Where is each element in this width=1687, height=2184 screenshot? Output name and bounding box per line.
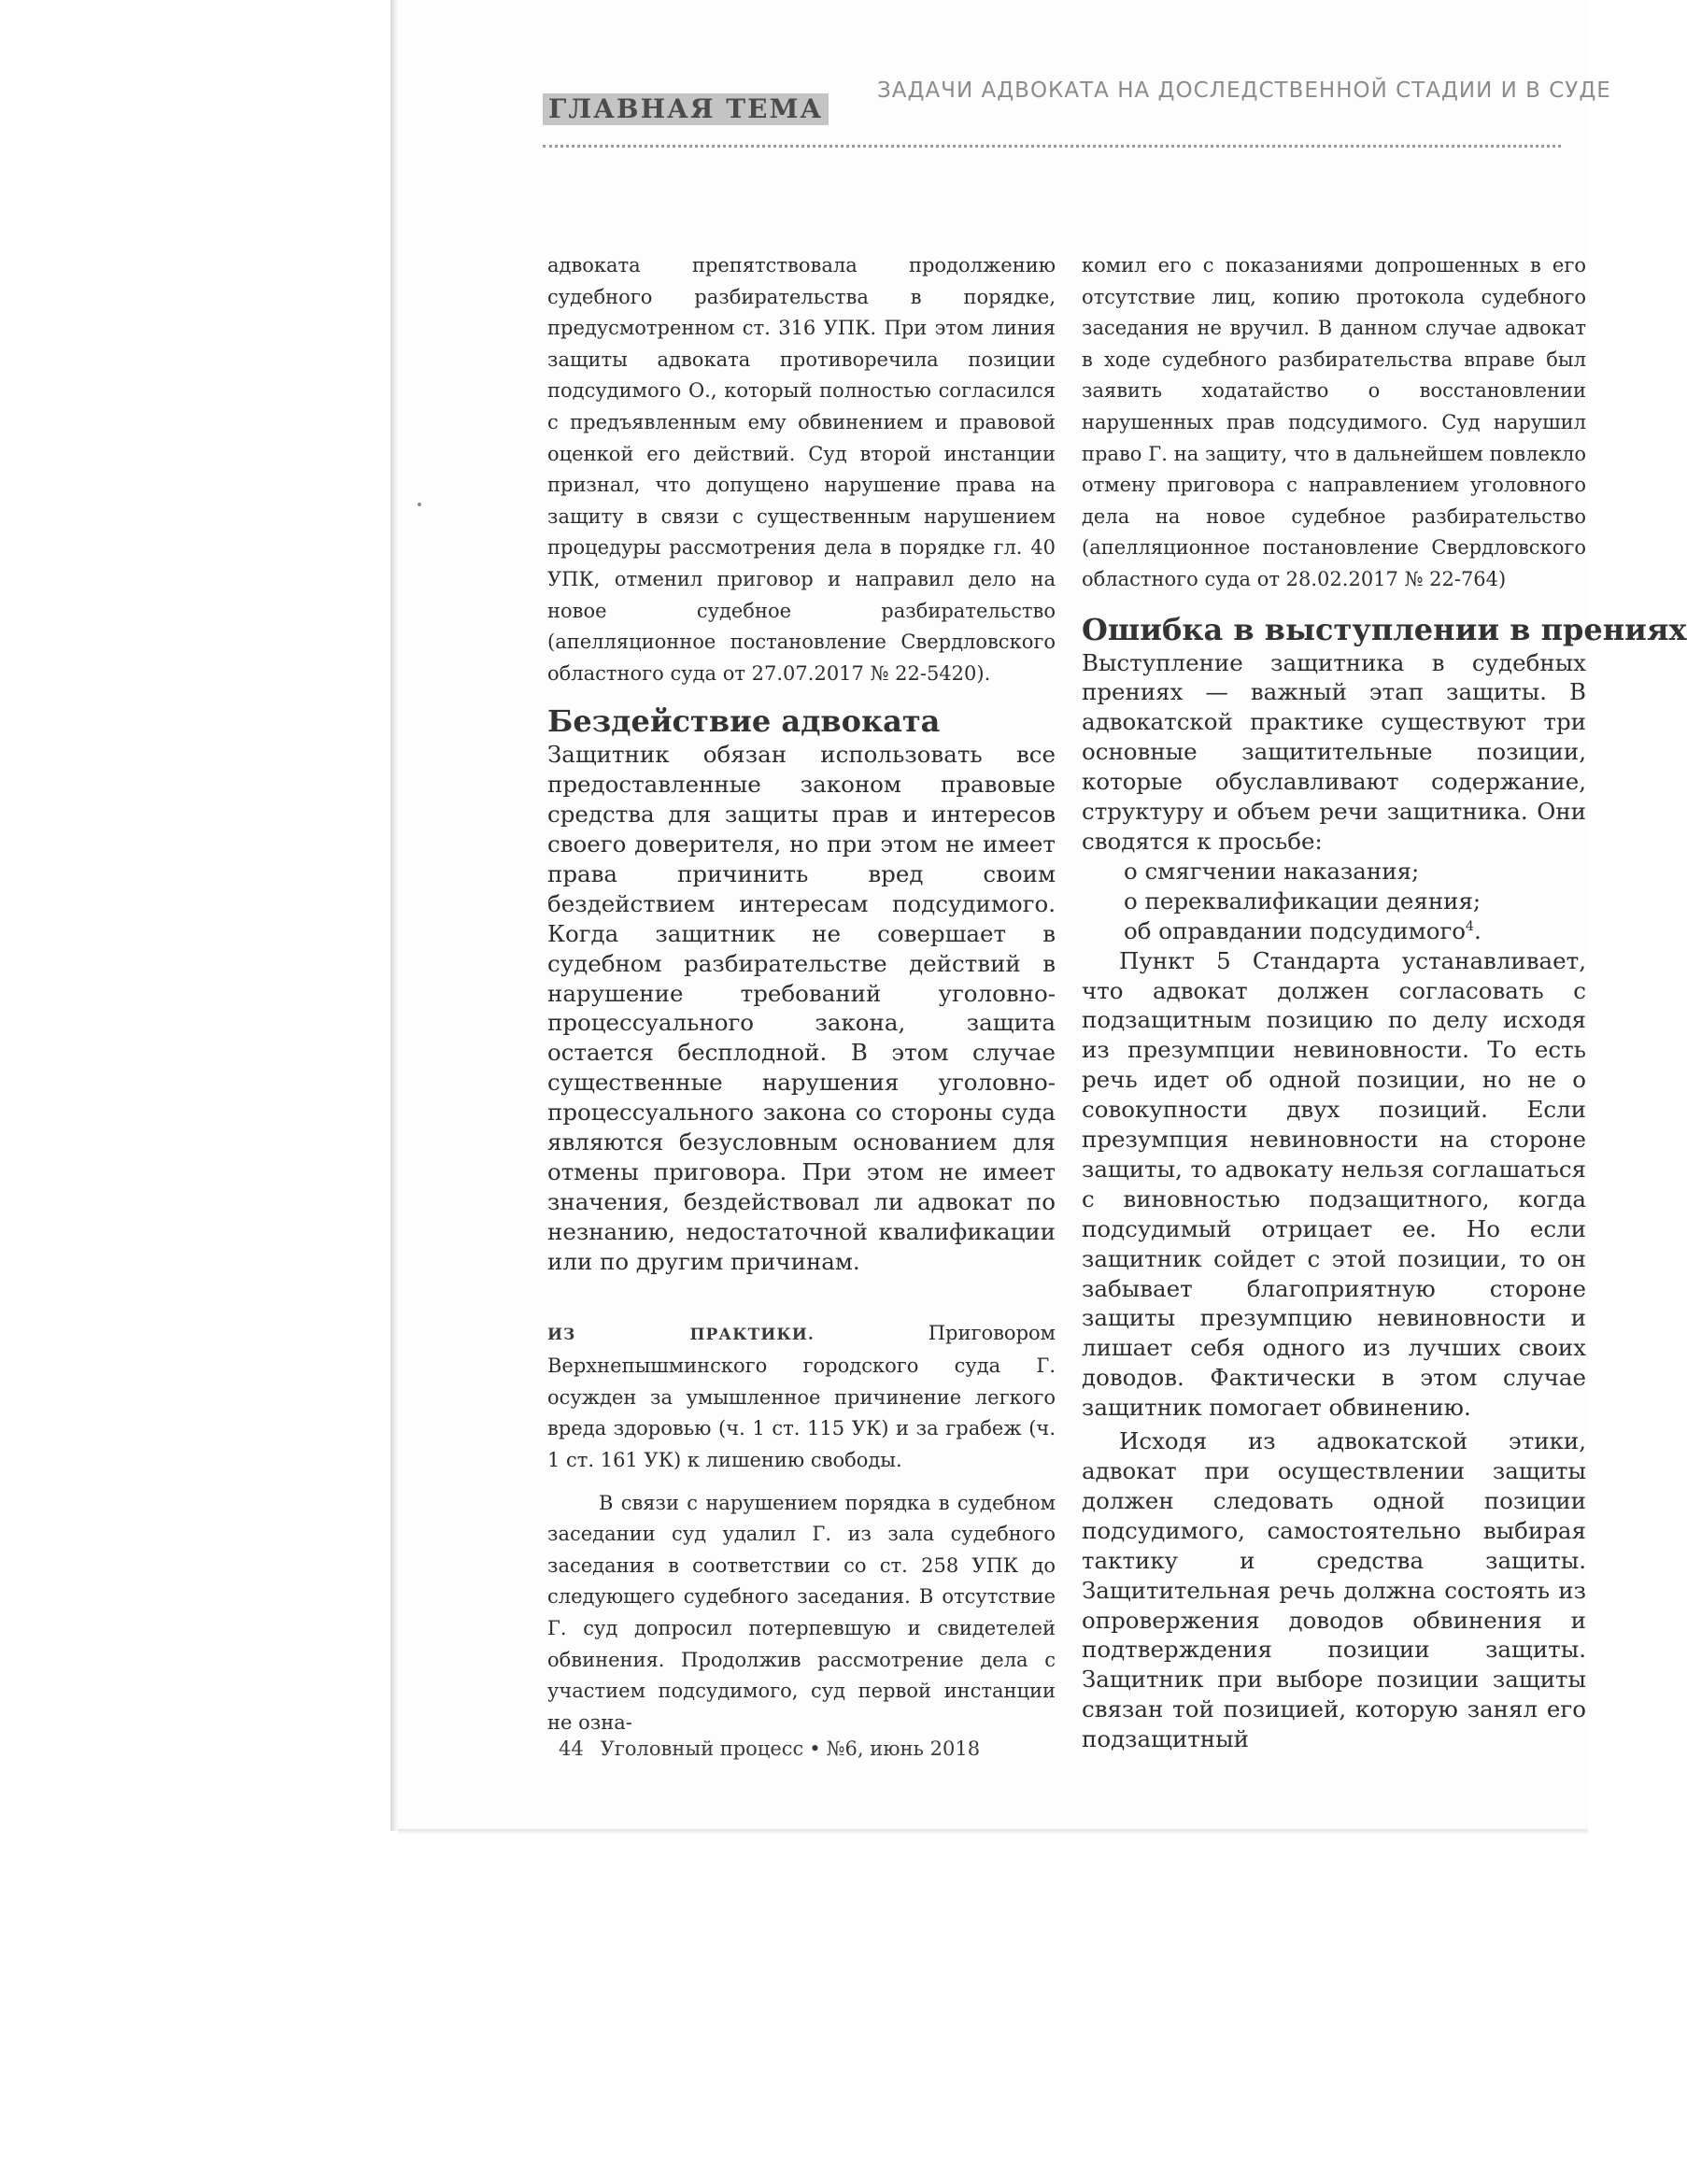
list-item: о смягчении наказания; [1124,857,1420,885]
page-number: 44 [559,1737,584,1760]
right-intro-paragraph: комил его с показаниями допрошенных в его отсутствие лиц, копию протокола судебного заседания не вручил. В данном случае адвокат в ходе судебного разбирательства вправе был заявить ходатайство о восстановлении нарушенных прав подсудимого. Суд нарушил право Г. на защиту, что в дальнейшем повлекло отмену приговора с направлением уголовного дела на новое судебное разбирательство (апелляционное постановление Свердловского областного суда от 28.02.2017 № 22-764) [1082,254,1586,590]
journal-name: Уголовный процесс [600,1737,804,1760]
practice-paragraph [547,1318,1056,1477]
closing-speech-body: Выступление защитника в судебных прениях — важный этап защиты. В адвокатской практике существуют три основные защитительные позиции, которые обуславливают содержание, структуру и объем речи защитника. Они сводятся к просьбе: [1082,648,1586,855]
right-column [1082,250,1687,1754]
page-footer [559,1737,980,1760]
left-column [547,250,1056,1738]
left-intro-paragraph: адвоката препятствовала продолжению судебного разбирательства в порядке, предусмотренном ст. 316 УПК. При этом линия защиты адвоката противоречила позиции подсудимого О., который полностью согласился с предъявленным ему обвинением и правовой оценкой его действий. Суд второй инстанции признал, что допущено нарушение права на защиту в связи с существенным нарушением процедуры рассмотрения дела в порядке гл. 40 УПК, отменил приговор и направил дело на новое судебное разбирательство (апелляционное постановление Свердловского областного суда от 27.07.2017 № 22-5420). [547,254,1056,685]
section-tag: ГЛАВНАЯ ТЕМА [543,93,829,125]
list-item: о переквалификации деяния; [1124,886,1481,915]
scan-speck [418,503,421,506]
practice-text: Приговором Верхнепышминского городского суда Г. осужден за умышленное причинение легкого вреда здоровью (ч. 1 ст. 115 УК) и за грабеж (ч. 1 ст. 161 УК) к лишению свободы. [547,1321,1056,1471]
practice-continued: В связи с нарушением порядка в судебном заседании суд удалил Г. из зала судебного заседания в соответствии со ст. 258 УПК до следующего судебного заседания. В отсутствие Г. суд допросил потерпевшую и свидетелей обвинения. Продолжив рассмотрение дела с участием подсудимого, суд первой инстанции не озна- [547,1491,1056,1734]
ethics-paragraph: Исходя из адвокатской этики, адвокат при осуществлении защиты должен следовать одной позиции подсудимого, самостоятельно выбирая тактику и средства защиты. Защитительная речь должна состоять из опровержения доводов обвинения и подтверждения позиции защиты. Защитник при выборе позиции защиты связан той позицией, которую занял его подзащитный [1082,1427,1586,1753]
heading-inaction: Бездействие адвоката [547,703,941,740]
scanner-background [0,1835,1588,2184]
practice-label: ИЗ ПРАКТИКИ. [547,1325,815,1344]
standard-paragraph: Пункт 5 Стандарта устанавливает, что адвокат должен согласовать с подзащитным позицию по делу исходя из презумпции невиновности. То есть речь идет об одной позиции, но не о совокупности двух позиций. Если презумпция невиновности на стороне защиты, то адвокату нельзя соглашаться с виновностью подзащитного, когда подсудимый отрицает ее. Но если защитник сойдет с этой позиции, то он забывает благоприятную стороне защиты презумпцию невиновности и лишает себя одного из лучших своих доводов. Фактически в этом случае защитник помогает обвинению. [1082,946,1586,1422]
list-end-punct: . [1473,916,1481,944]
running-header-title: ЗАДАЧИ АДВОКАТА НА ДОСЛЕДСТВЕННОЙ СТАДИИ И В СУДЕ [877,78,1611,103]
list-item-text: об оправдании подсудимого [1124,916,1467,944]
footnote-mark: 4 [1466,918,1474,934]
list-item [1082,916,1586,946]
heading-closing-speech-error: Ошибка в выступлении в прениях [1082,611,1687,647]
footer-bullet: • [809,1737,821,1760]
header-divider [543,145,1561,148]
issue-info: №6, июнь 2018 [826,1737,981,1760]
magazine-page [398,0,1687,1831]
inaction-body: Защитник обязан использовать все предоставленные законом правовые средства для защиты прав и интересов своего доверителя, но при этом не имеет права причинить вред своим бездействием интересам подсудимого. Когда защитник не совершает в судебном разбирательстве действий в нарушение требований уголовно-процессуального закона, защита остается бесплодной. В этом случае существенные нарушения уголовно-процессуального закона со стороны суда являются безусловным основанием для отмены приговора. При этом не имеет значения, бездействовал ли адвокат по незнанию, недостаточной квалификации или по другим причинам. [547,741,1056,1275]
